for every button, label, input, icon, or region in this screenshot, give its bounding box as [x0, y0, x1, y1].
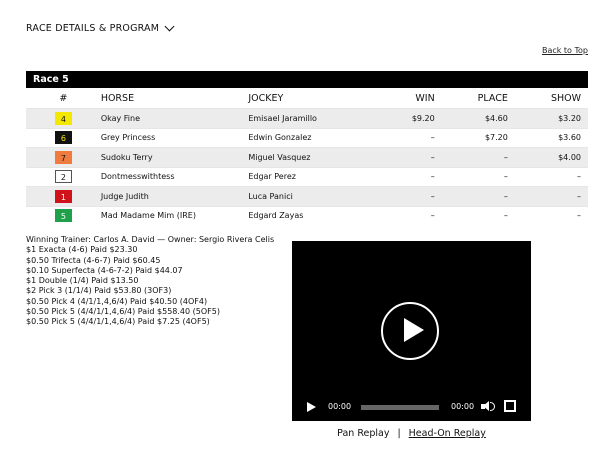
payout-line: $2 Pick 3 (1/1/4) Paid $53.80 (3OF3): [26, 286, 172, 296]
jockey-name: Miguel Vasquez: [248, 148, 380, 168]
win-payout: –: [380, 206, 434, 225]
col-num: #: [59, 92, 68, 104]
table-row: [26, 148, 588, 168]
place-payout: –: [435, 206, 508, 225]
col-show: SHOW: [550, 92, 581, 104]
place-payout: $7.20: [435, 128, 508, 148]
table-row: [26, 167, 588, 187]
show-payout: –: [508, 187, 588, 207]
video-controls: [292, 399, 531, 415]
duration: 00:00: [451, 402, 475, 411]
program-number-cell: [26, 187, 101, 207]
payout-line: $0.50 Pick 5 (4/4/1/1,4,6/4) Paid $7.25 (4OF5): [26, 317, 210, 327]
payout-line: $0.50 Pick 4 (4/1/1,4,6/4) Paid $40.50 (4OF4): [26, 296, 208, 306]
program-number-badge: 2: [55, 170, 72, 183]
big-play-button[interactable]: [381, 302, 439, 360]
place-payout: –: [435, 148, 508, 168]
jockey-name: Luca Panici: [248, 187, 380, 207]
program-number-cell: [26, 167, 101, 187]
place-payout: –: [435, 167, 508, 187]
replay-separator: |: [397, 428, 401, 439]
program-number-cell: [26, 206, 101, 225]
program-number-badge: 1: [55, 190, 72, 203]
table-row: [26, 206, 588, 225]
current-time: 00:00: [328, 402, 352, 411]
jockey-name: Emisael Jaramillo: [248, 109, 380, 129]
program-number-badge: 6: [55, 131, 72, 144]
horse-name: Sudoku Terry: [101, 148, 249, 168]
table-row: [26, 128, 588, 148]
show-payout: $3.20: [508, 109, 588, 129]
horse-name: Okay Fine: [101, 109, 249, 129]
program-number-cell: [26, 109, 101, 129]
col-win: WIN: [415, 92, 435, 104]
col-jockey: JOCKEY: [248, 92, 284, 104]
race-header: [26, 71, 588, 88]
race-details-toggle[interactable]: [26, 23, 173, 34]
program-number-cell: [26, 128, 101, 148]
program-number-badge: 5: [55, 209, 72, 222]
program-number-badge: 4: [55, 112, 72, 125]
seek-bar[interactable]: [361, 405, 439, 410]
win-payout: –: [380, 187, 434, 207]
play-icon: [404, 318, 424, 342]
table-row: [26, 187, 588, 207]
jockey-name: Edgard Zayas: [248, 206, 380, 225]
video-player[interactable]: [292, 241, 531, 421]
back-to-top-link[interactable]: Back to Top: [541, 46, 588, 55]
col-horse: HORSE: [100, 92, 135, 104]
place-payout: –: [435, 187, 508, 207]
show-payout: –: [508, 167, 588, 187]
horse-name: Mad Madame Mim (IRE): [101, 206, 249, 225]
win-payout: –: [380, 128, 434, 148]
play-small-icon[interactable]: [307, 402, 316, 412]
trainer-owner-line: Winning Trainer: Carlos A. David — Owner: Sergio Rivera Celis: [26, 235, 275, 244]
win-payout: $9.20: [380, 109, 434, 129]
results-table: [26, 88, 588, 225]
race-payouts: [26, 235, 286, 328]
head-on-replay-link[interactable]: Head-On Replay: [408, 428, 486, 439]
horse-name: Dontmesswithtess: [101, 167, 249, 187]
payout-line: $1 Double (1/4) Paid $13.50: [26, 276, 139, 286]
show-payout: –: [508, 206, 588, 225]
col-place: PLACE: [477, 92, 508, 104]
replay-links: [292, 428, 531, 439]
jockey-name: Edgar Perez: [248, 167, 380, 187]
program-number-cell: [26, 148, 101, 168]
win-payout: –: [380, 167, 434, 187]
show-payout: $3.60: [508, 128, 588, 148]
place-payout: $4.60: [435, 109, 508, 129]
race-title: Race 5: [33, 74, 69, 85]
payout-line: $1 Exacta (4-6) Paid $23.30: [26, 245, 138, 255]
program-number-badge: 7: [55, 151, 72, 164]
horse-name: Judge Judith: [101, 187, 249, 207]
section-title: RACE DETAILS & PROGRAM: [26, 23, 160, 34]
payout-line: $0.50 Pick 5 (4/4/1/1,4,6/4) Paid $558.40 (5OF5): [26, 307, 220, 317]
show-payout: $4.00: [508, 148, 588, 168]
win-payout: –: [380, 148, 434, 168]
table-header-row: [26, 88, 588, 109]
jockey-name: Edwin Gonzalez: [248, 128, 380, 148]
payout-line: $0.50 Trifecta (4-6-7) Paid $60.45: [26, 255, 161, 265]
table-row: [26, 109, 588, 129]
payout-line: $0.10 Superfecta (4-6-7-2) Paid $44.07: [26, 265, 183, 275]
chevron-down-icon: [165, 22, 175, 32]
pan-replay-label[interactable]: Pan Replay: [337, 428, 390, 439]
fullscreen-icon[interactable]: [504, 400, 516, 412]
horse-name: Grey Princess: [101, 128, 249, 148]
